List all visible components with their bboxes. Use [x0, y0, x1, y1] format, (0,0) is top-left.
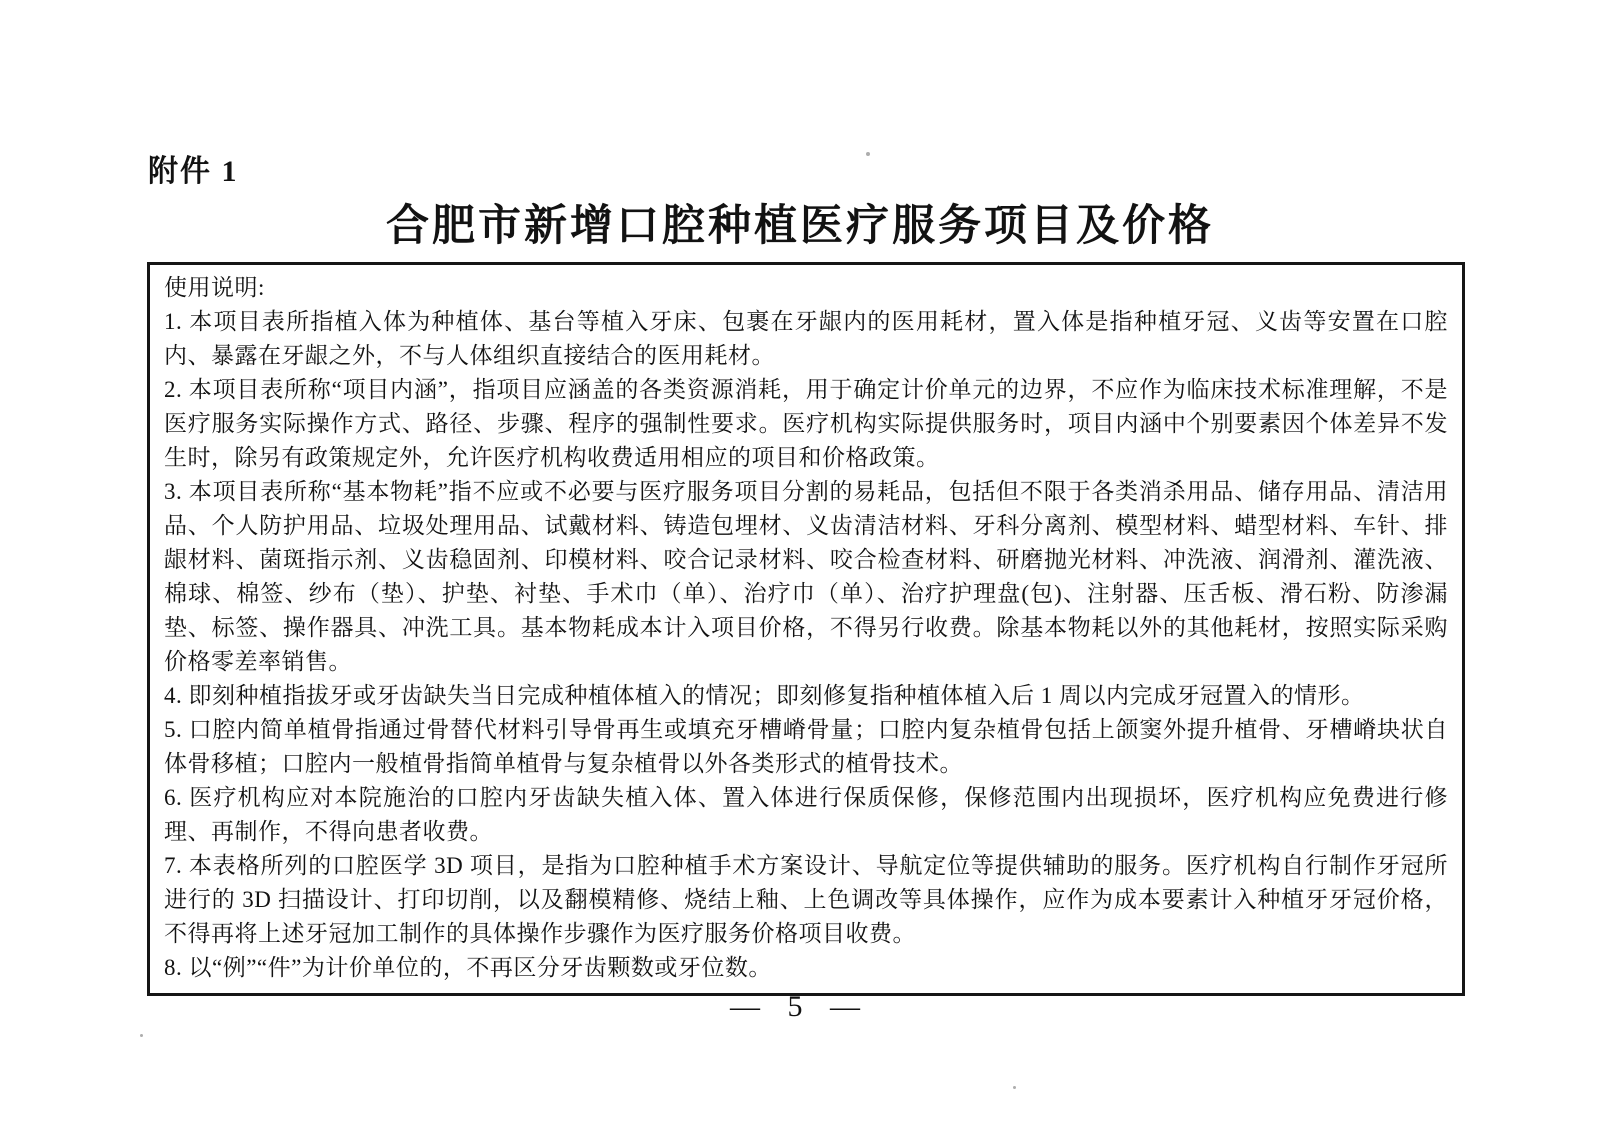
scan-speck [1013, 1086, 1016, 1089]
instruction-item-4: 4. 即刻种植指拔牙或牙齿缺失当日完成种植体植入的情况；即刻修复指种植体植入后 1 周以内完成牙冠置入的情形。 [164, 683, 1365, 708]
instruction-item-3: 3. 本项目表所称“基本物耗”指不应或不必要与医疗服务项目分割的易耗品，包括但不限于各类消杀用品、储存用品、清洁用品、个人防护用品、垃圾处理用品、试戴材料、铸造包埋材、义齿清洁材料、牙科分离剂、模型材料、蜡型材料、车针、排龈材料、菌斑指示剂、义齿稳固剂、印模材料、咬合记录材料、咬合检查材料、研磨抛光材料、冲洗液、润滑剂、灌洗液、棉球、棉签、纱布（垫）、护垫、衬垫、手术巾（单）、治疗巾（单）、治疗护理盘(包)、注射器、压舌板、滑石粉、防渗漏垫、标签、操作器具、冲洗工具。基本物耗成本计入项目价格，不得另行收费。除基本物耗以外的其他耗材，按照实际采购价格零差率销售。 [164, 479, 1448, 674]
document-title: 合肥市新增口腔种植医疗服务项目及价格 [386, 203, 1214, 250]
instruction-item-5: 5. 口腔内简单植骨指通过骨替代材料引导骨再生或填充牙槽嵴骨量；口腔内复杂植骨包括上颌窦外提升植骨、牙槽嵴块状自体骨移植；口腔内一般植骨指简单植骨与复杂植骨以外各类形式的植骨技术。 [164, 717, 1448, 776]
instruction-item-2: 2. 本项目表所称“项目内涵”，指项目应涵盖的各类资源消耗，用于确定计价单元的边界，不应作为临床技术标准理解，不是医疗服务实际操作方式、路径、步骤、程序的强制性要求。医疗机构实际提供服务时，项目内涵中个别要素因个体差异不发生时，除另有政策规定外，允许医疗机构收费适用相应的项目和价格政策。 [164, 377, 1448, 470]
instruction-item-7: 7. 本表格所列的口腔医学 3D 项目，是指为口腔种植手术方案设计、导航定位等提供辅助的服务。医疗机构自行制作牙冠所进行的 3D 扫描设计、打印切削，以及翻模精修、烧结上釉、上色调改等具体操作，应作为成本要素计入种植牙牙冠价格，不得再将上述牙冠加工制作的具体操作步骤作为医疗服务价格项目收费。 [164, 853, 1448, 946]
attachment-label: 附件 1 [148, 155, 239, 188]
instruction-item-8: 8. 以“例”“件”为计价单位的，不再区分牙齿颗数或牙位数。 [164, 955, 772, 980]
scan-speck [866, 152, 870, 156]
instruction-item-6: 6. 医疗机构应对本院施治的口腔内牙齿缺失植入体、置入体进行保质保修，保修范围内出现损坏，医疗机构应免费进行修理、再制作，不得向患者收费。 [164, 785, 1448, 844]
instructions-heading: 使用说明: [164, 275, 265, 300]
scan-speck [140, 1034, 143, 1037]
page-number: — 5 — [730, 990, 870, 1023]
instructions-box [147, 262, 1465, 996]
instruction-item-1: 1. 本项目表所指植入体为种植体、基台等植入牙床、包裹在牙龈内的医用耗材，置入体是指种植牙冠、义齿等安置在口腔内、暴露在牙龈之外，不与人体组织直接结合的医用耗材。 [164, 309, 1448, 368]
